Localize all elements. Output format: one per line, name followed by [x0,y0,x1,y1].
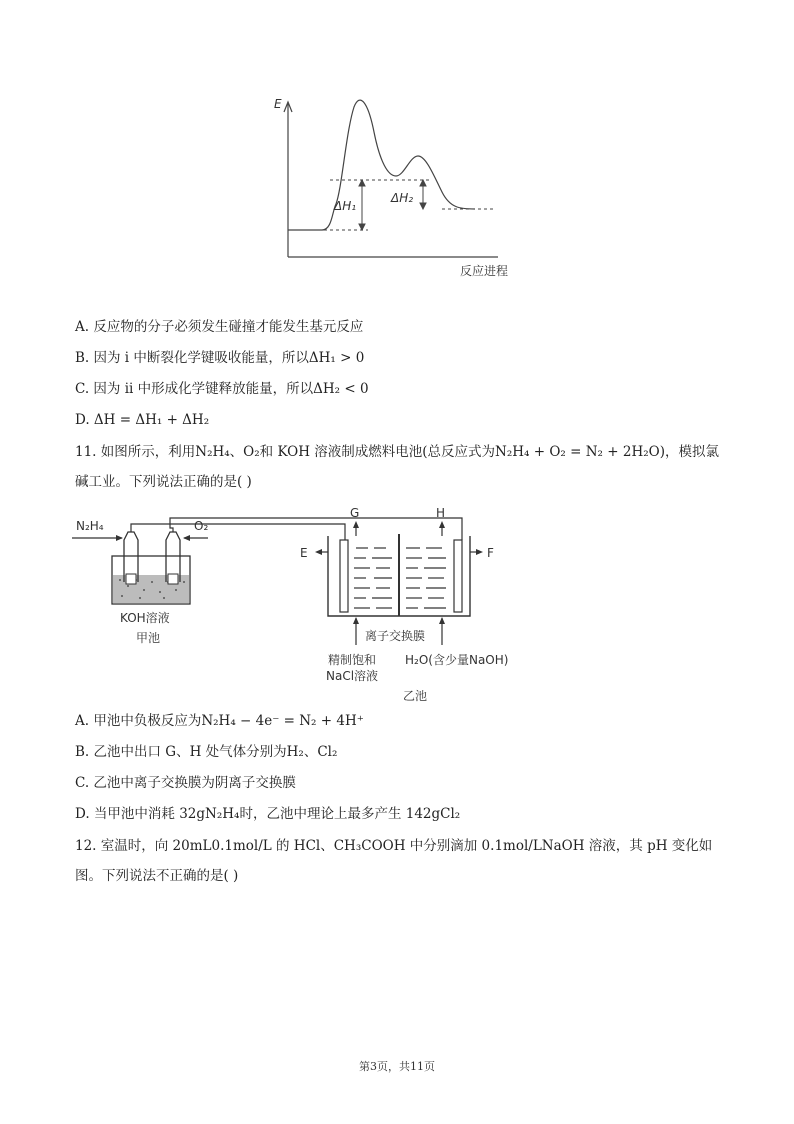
inlet-left-line2: NaCl溶液 [326,669,379,683]
q11-option-d: D. 当甲池中消耗 32gN₂H₄时，乙池中理论上最多产生 142gCl₂ [75,806,461,822]
q11-option-c: C. 乙池中离子交换膜为阴离子交换膜 [75,775,296,791]
outlet-g-label: G [350,506,360,520]
left-electrode [340,540,348,612]
q12-stem: 12. 室温时，向 20mL0.1mol/L 的 HCl、CH₃COOH 中分别滴加 0.1mol/LNaOH 溶液，其 pH 变化如图。下列说法不正确的是( ) [75,838,713,884]
n2h4-label: N₂H₄ [76,519,104,533]
dh2-label: ΔH₂ [391,191,414,205]
q10-option-b: B. 因为 i 中断裂化学键吸收能量，所以ΔH₁ > 0 [75,350,365,366]
q11-option-b: B. 乙池中出口 G、H 处气体分别为H₂、Cl₂ [75,744,338,760]
q11-option-a: A. 甲池中负极反应为N₂H₄ − 4e⁻ = N₂ + 4H⁺ [75,713,364,729]
membrane-label: 离子交换膜 [365,629,426,643]
q10-option-a: A. 反应物的分子必须发生碰撞才能发生基元反应 [75,319,364,335]
energy-curve [288,100,475,230]
page-footer: 第3页，共11页 [359,1060,435,1073]
koh-label: KOH溶液 [120,611,170,625]
cell-a-label: 甲池 [136,631,161,645]
wire-positive [170,518,462,540]
cell-b-label: 乙池 [403,689,428,703]
outlet-h-label: H [436,506,446,520]
outlet-e-label: E [300,546,308,560]
inlet-left-line1: 精制饱和 [328,653,377,667]
q10-option-d: D. ΔH = ΔH₁ + ΔH₂ [75,412,210,428]
wire-negative [131,524,345,540]
energy-diagram [270,92,530,284]
right-electrode [454,540,462,612]
inlet-right-label: H₂O(含少量NaOH) [405,653,509,667]
x-axis-label: 反应进程 [460,264,509,278]
electrolysis-diagram [70,500,540,706]
outlet-f-label: F [487,546,494,560]
o2-label: O₂ [194,519,209,533]
y-axis-label: E [274,97,282,111]
q11-stem: 11. 如图所示，利用N₂H₄、O₂和 KOH 溶液制成燃料电池(总反应式为N₂H₄ + O₂ = N₂ + 2H₂O)，模拟氯碱工业。下列说法正确的是( ) [75,444,719,490]
dh1-label: ΔH₁ [334,199,357,213]
q10-option-c: C. 因为 ii 中形成化学键释放能量，所以ΔH₂ < 0 [75,381,369,397]
